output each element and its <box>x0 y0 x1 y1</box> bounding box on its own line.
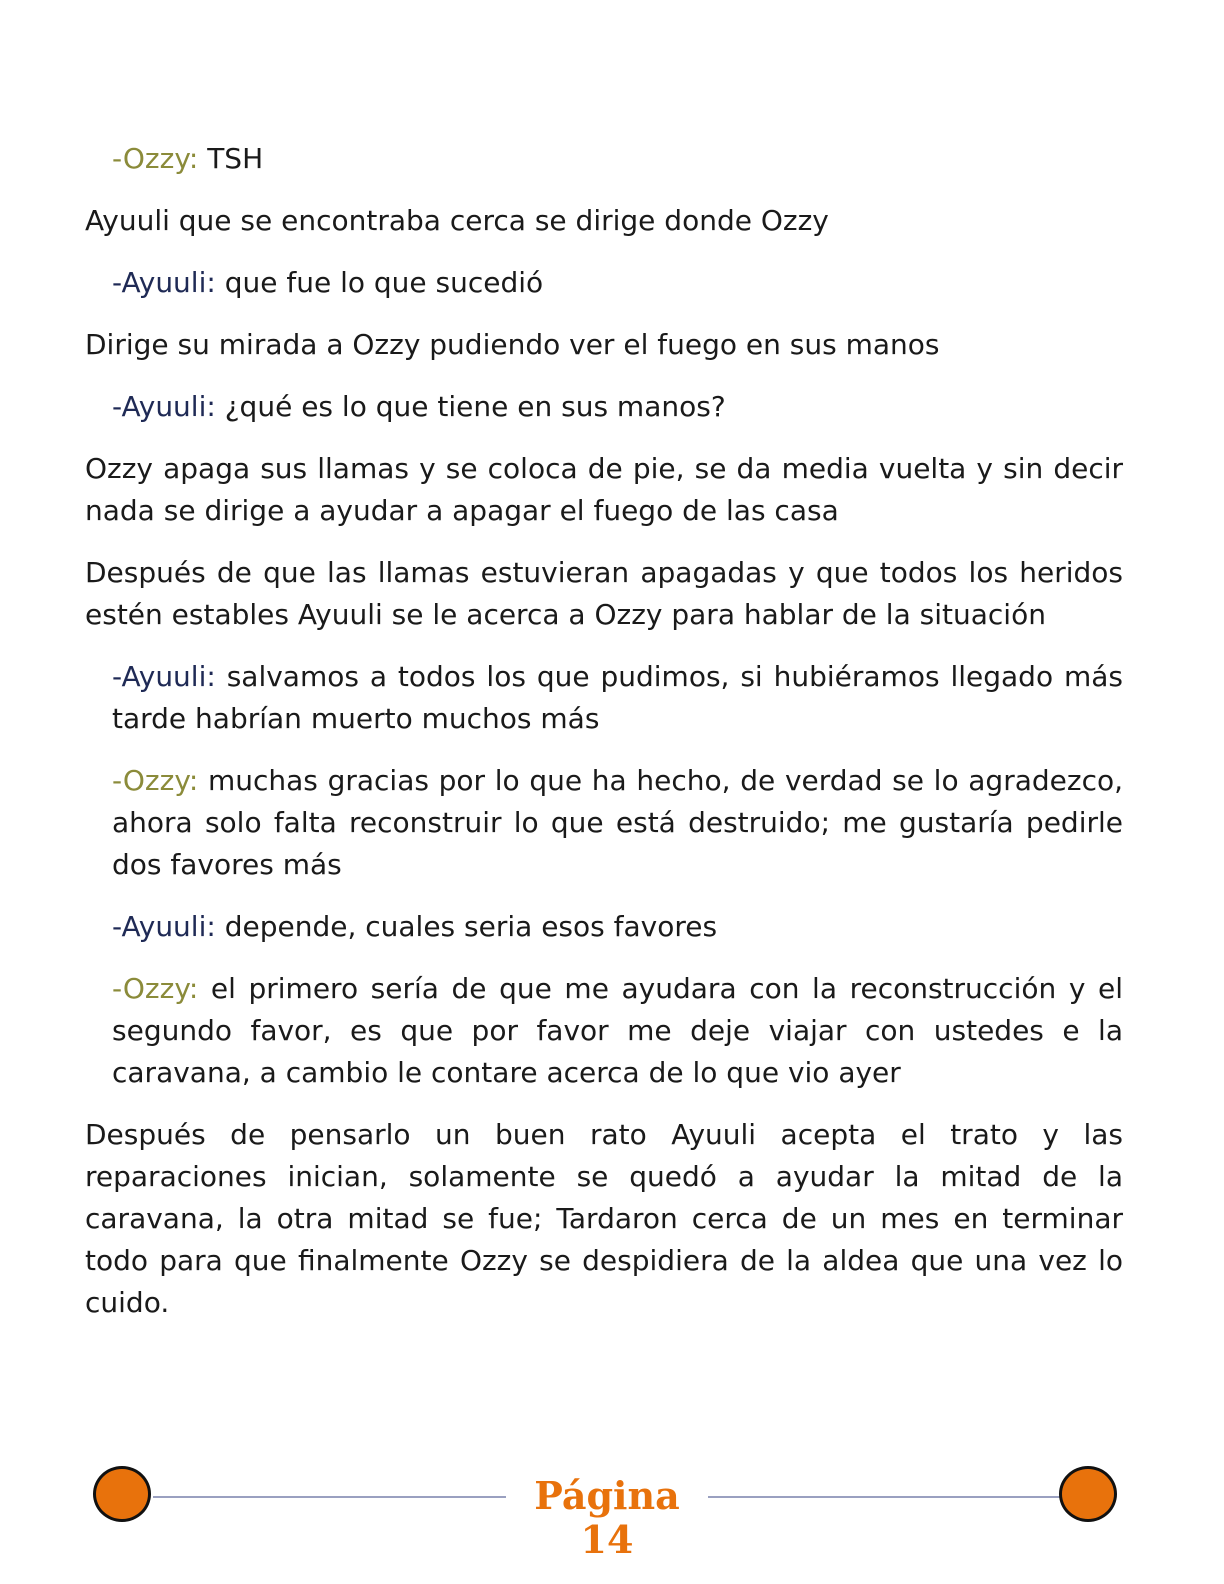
paragraph-text: Dirige su mirada a Ozzy pudiendo ver el fuego en sus manos <box>85 328 940 361</box>
paragraph-text: Después de que las llamas estuvieran apagadas y que todos los heridos estén estables Ayuuli se le acerca a Ozzy para hablar de la situación <box>85 556 1123 631</box>
paragraph-text: que fue lo que sucedió <box>215 266 544 299</box>
paragraph-text: depende, cuales seria esos favores <box>215 910 718 943</box>
paragraph-text: Después de pensarlo un buen rato Ayuuli acepta el trato y las reparaciones inician, solamente se quedó a ayudar la mitad de la caravana, la otra mitad se fue; Tardaron cerca de un mes en terminar todo para que finalmente Ozzy se despidiera de la aldea que una vez lo cuido. <box>85 1118 1123 1319</box>
speaker-name: -Ayuuli: <box>112 660 216 693</box>
paragraph-text: Ayuuli que se encontraba cerca se dirige donde Ozzy <box>85 204 829 237</box>
footer-line-left <box>153 1496 506 1498</box>
page-number: 14 <box>580 1517 634 1562</box>
paragraph-text: salvamos a todos los que pudimos, si hubiéramos llegado más tarde habrían muerto muchos más <box>112 660 1123 735</box>
narration-paragraph <box>85 552 1123 636</box>
dialog-line <box>112 906 1123 948</box>
paragraph-text: Ozzy apaga sus llamas y se coloca de pie, se da media vuelta y sin decir nada se dirige a ayudar a apagar el fuego de las casa <box>85 452 1123 527</box>
narration-paragraph <box>85 200 1123 242</box>
speaker-name: -Ozzy: <box>112 764 199 797</box>
dialog-line <box>112 760 1123 886</box>
page-number-label <box>506 1474 708 1562</box>
footer-line-right <box>708 1496 1060 1498</box>
speaker-name: -Ayuuli: <box>112 266 216 299</box>
dialog-line <box>112 656 1123 740</box>
dialog-line <box>112 386 1123 428</box>
footer-circle-left-icon <box>93 1466 151 1522</box>
paragraph-text: TSH <box>198 142 264 175</box>
narration-paragraph <box>85 448 1123 532</box>
narration-paragraph <box>85 324 1123 366</box>
speaker-name: -Ozzy: <box>112 972 199 1005</box>
paragraph-text: ¿qué es lo que tiene en sus manos? <box>215 390 726 423</box>
dialog-line <box>112 138 1123 180</box>
speaker-name: -Ayuuli: <box>112 390 216 423</box>
speaker-name: -Ayuuli: <box>112 910 216 943</box>
dialog-line <box>112 262 1123 304</box>
footer-circle-right-icon <box>1059 1466 1117 1522</box>
page-body <box>85 138 1123 1344</box>
paragraph-text: muchas gracias por lo que ha hecho, de verdad se lo agradezco, ahora solo falta reconstruir lo que está destruido; me gustaría pedirle dos favores más <box>112 764 1123 881</box>
dialog-line <box>112 968 1123 1094</box>
speaker-name: -Ozzy: <box>112 142 199 175</box>
page-footer <box>0 1460 1224 1570</box>
page-label-word: Página <box>534 1473 680 1518</box>
paragraph-text: el primero sería de que me ayudara con la reconstrucción y el segundo favor, es que por favor me deje viajar con ustedes e la caravana, a cambio le contare acerca de lo que vio ayer <box>112 972 1123 1089</box>
narration-paragraph <box>85 1114 1123 1324</box>
